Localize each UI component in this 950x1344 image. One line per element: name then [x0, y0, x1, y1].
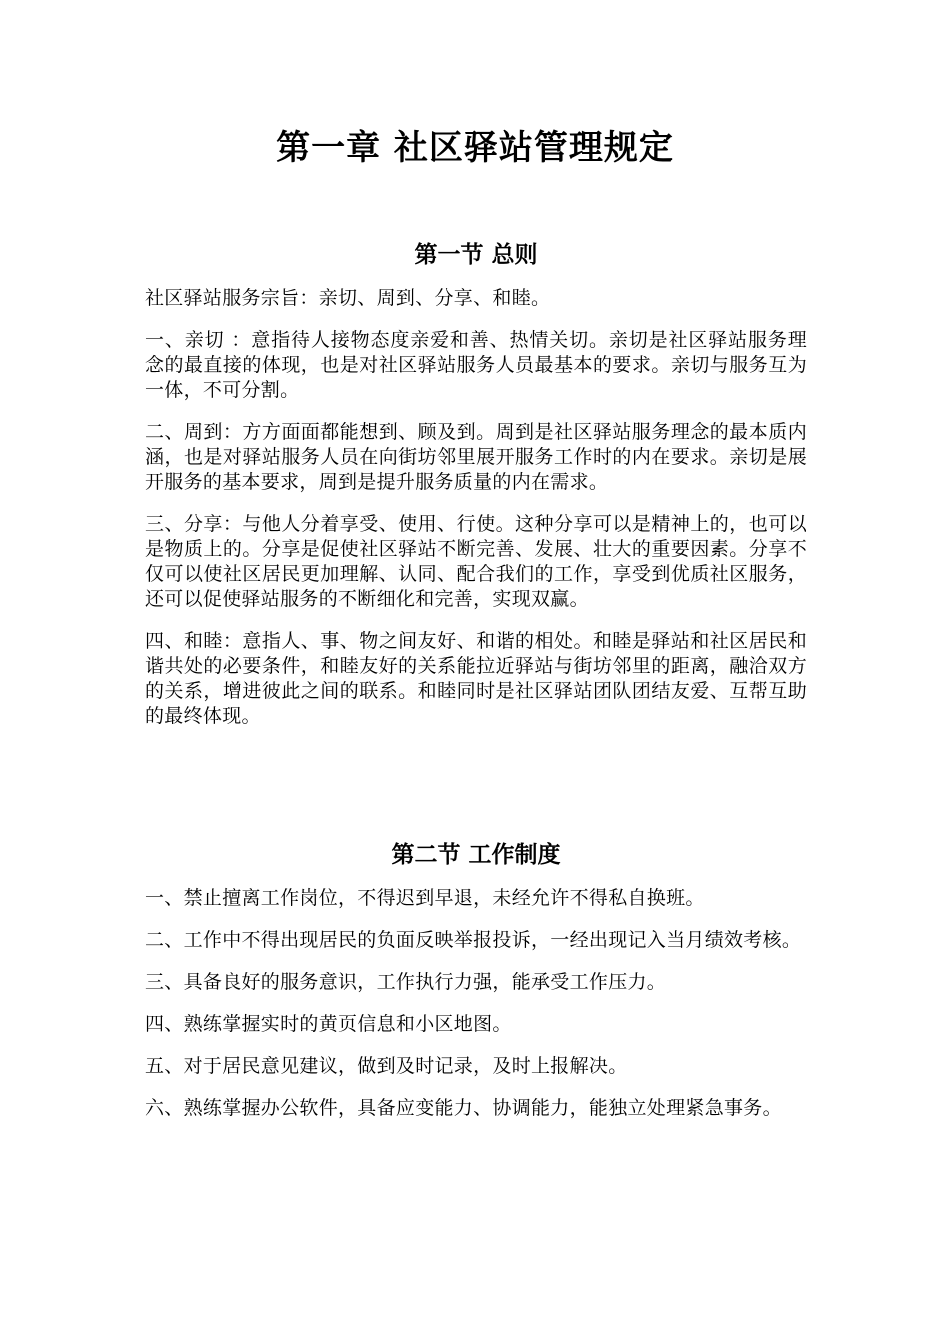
section-work-rules [145, 838, 807, 1138]
paragraph-rule-3: 三、具备良好的服务意识，工作执行力强，能承受工作压力。 [145, 971, 667, 993]
paragraph-rule-6: 六、熟练掌握办公软件，具备应变能力、协调能力，能独立处理紧急事务。 [145, 1097, 782, 1119]
paragraph-rule-5: 五、对于居民意见建议，做到及时记录，及时上报解决。 [145, 1055, 628, 1077]
paragraph-rule-4: 四、熟练掌握实时的黄页信息和小区地图。 [145, 1013, 512, 1035]
paragraph-harmony: 四、和睦：意指人、事、物之间友好、和谐的相处。和睦是驿站和社区居民和谐共处的必要条件，和睦友好的关系能拉近驿站与街坊邻里的距离，融洽双方的关系，增进彼此之间的联系。和睦同时是社区驿站团队团结友爱、互帮互助的最终体现。 [145, 630, 807, 727]
paragraph-rule-1: 一、禁止擅离工作岗位，不得迟到早退，未经允许不得私自换班。 [145, 887, 705, 909]
section-general-rules [145, 238, 807, 746]
section-title: 第二节 工作制度 [391, 842, 561, 868]
section-title: 第一节 总则 [414, 242, 538, 268]
paragraph-sharing: 三、分享：与他人分着享受、使用、行使。这种分享可以是精神上的，也可以是物质上的。分享是促使社区驿站不断完善、发展、壮大的重要因素。分享不仅可以使社区居民更加理解、认同、配合我们的工作，享受到优质社区服务，还可以促使驿站服务的不断细化和完善，实现双赢。 [145, 513, 807, 610]
chapter-title: 第一章 社区驿站管理规定 [276, 128, 674, 168]
paragraph-rule-2: 二、工作中不得出现居民的负面反映举报投诉，一经出现记入当月绩效考核。 [145, 929, 802, 951]
paragraph-kindness: 一、亲切 ：意指待人接物态度亲爱和善、热情关切。亲切是社区驿站服务理念的最直接的体现，也是对社区驿站服务人员最基本的要求。亲切与服务互为一体，不可分割。 [145, 329, 807, 401]
paragraph-thoughtfulness: 二、周到：方方面面都能想到、顾及到。周到是社区驿站服务理念的最本质内涵，也是对驿站服务人员在向街坊邻里展开服务工作时的内在要求。亲切是展开服务的基本要求，周到是提升服务质量的内在需求。 [145, 421, 807, 493]
paragraph-service-purpose: 社区驿站服务宗旨：亲切、周到、分享、和睦。 [145, 287, 551, 309]
